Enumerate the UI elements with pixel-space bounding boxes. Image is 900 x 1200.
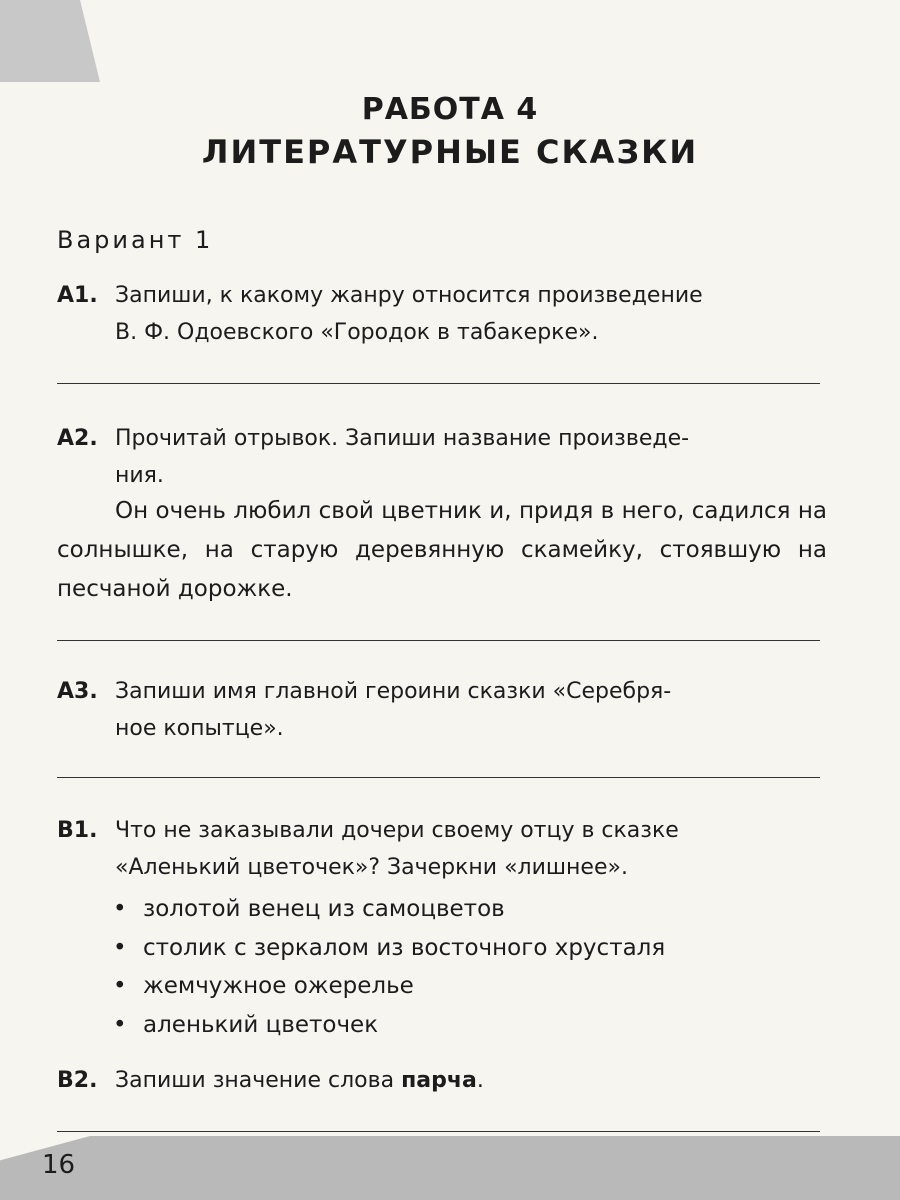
option-text: аленький цветочек: [143, 1011, 379, 1038]
task-label: А3.: [57, 679, 98, 704]
page-number: 16: [42, 1150, 76, 1180]
bullet-icon: •: [113, 934, 127, 961]
task-text-line: Запиши имя главной героини сказки «Серебря-: [115, 679, 672, 704]
answer-line[interactable]: [57, 640, 820, 641]
task-text-line: Что не заказывали дочери своему отцу в сказке: [115, 818, 679, 843]
task-text-line: Прочитай отрывок. Запиши название произведе-: [115, 426, 690, 451]
variant-heading: Вариант 1: [57, 226, 214, 254]
answer-line[interactable]: [57, 1131, 820, 1132]
task-a2: [57, 420, 837, 494]
task-text-line: ния.: [115, 463, 164, 488]
key-word: парча: [401, 1068, 477, 1093]
excerpt-passage: Он очень любил свой цветник и, придя в него, садился на солнышке, на старую деревянную скамейку, стоявшую на песчаной дорожке.: [57, 498, 827, 602]
page-subtitle: ЛИТЕРАТУРНЫЕ СКАЗКИ: [201, 133, 699, 171]
option-item[interactable]: [113, 890, 665, 929]
task-text-line: ное копытце».: [115, 716, 284, 741]
task-a1: [57, 277, 837, 351]
task-a3: [57, 673, 837, 747]
answer-line[interactable]: [57, 383, 820, 384]
bullet-icon: •: [113, 973, 127, 999]
task-text-line: [57, 1062, 837, 1099]
option-text: золотой венец из самоцветов: [143, 896, 505, 922]
task-label: В1.: [57, 818, 98, 843]
task-text: Запиши значение слова: [115, 1068, 395, 1093]
task-text-line: Запиши, к какому жанру относится произведение: [115, 283, 703, 308]
answer-line[interactable]: [57, 777, 820, 778]
task-label: А1.: [57, 283, 98, 308]
task-label: В2.: [57, 1068, 98, 1093]
option-item[interactable]: [113, 967, 665, 1006]
bullet-icon: •: [113, 896, 127, 922]
task-label: А2.: [57, 426, 98, 451]
option-item[interactable]: [113, 929, 665, 968]
page-footer-band: [0, 1136, 900, 1200]
option-item[interactable]: [113, 1006, 665, 1045]
option-text: жемчужное ожерелье: [143, 973, 414, 999]
page-title: РАБОТА 4: [361, 92, 539, 127]
bullet-icon: •: [113, 1011, 127, 1038]
task-text-line: «Аленький цветочек»? Зачеркни «лишнее».: [115, 855, 628, 880]
task-b2: [57, 1062, 837, 1099]
task-text-line: В. Ф. Одоевского «Городок в табакерке».: [115, 320, 599, 345]
option-text: столик с зеркалом из восточного хрусталя: [143, 934, 666, 961]
task-b1: [57, 812, 837, 886]
sentence-end: .: [476, 1068, 484, 1093]
option-list: [113, 890, 665, 1044]
corner-tab: [0, 0, 100, 82]
